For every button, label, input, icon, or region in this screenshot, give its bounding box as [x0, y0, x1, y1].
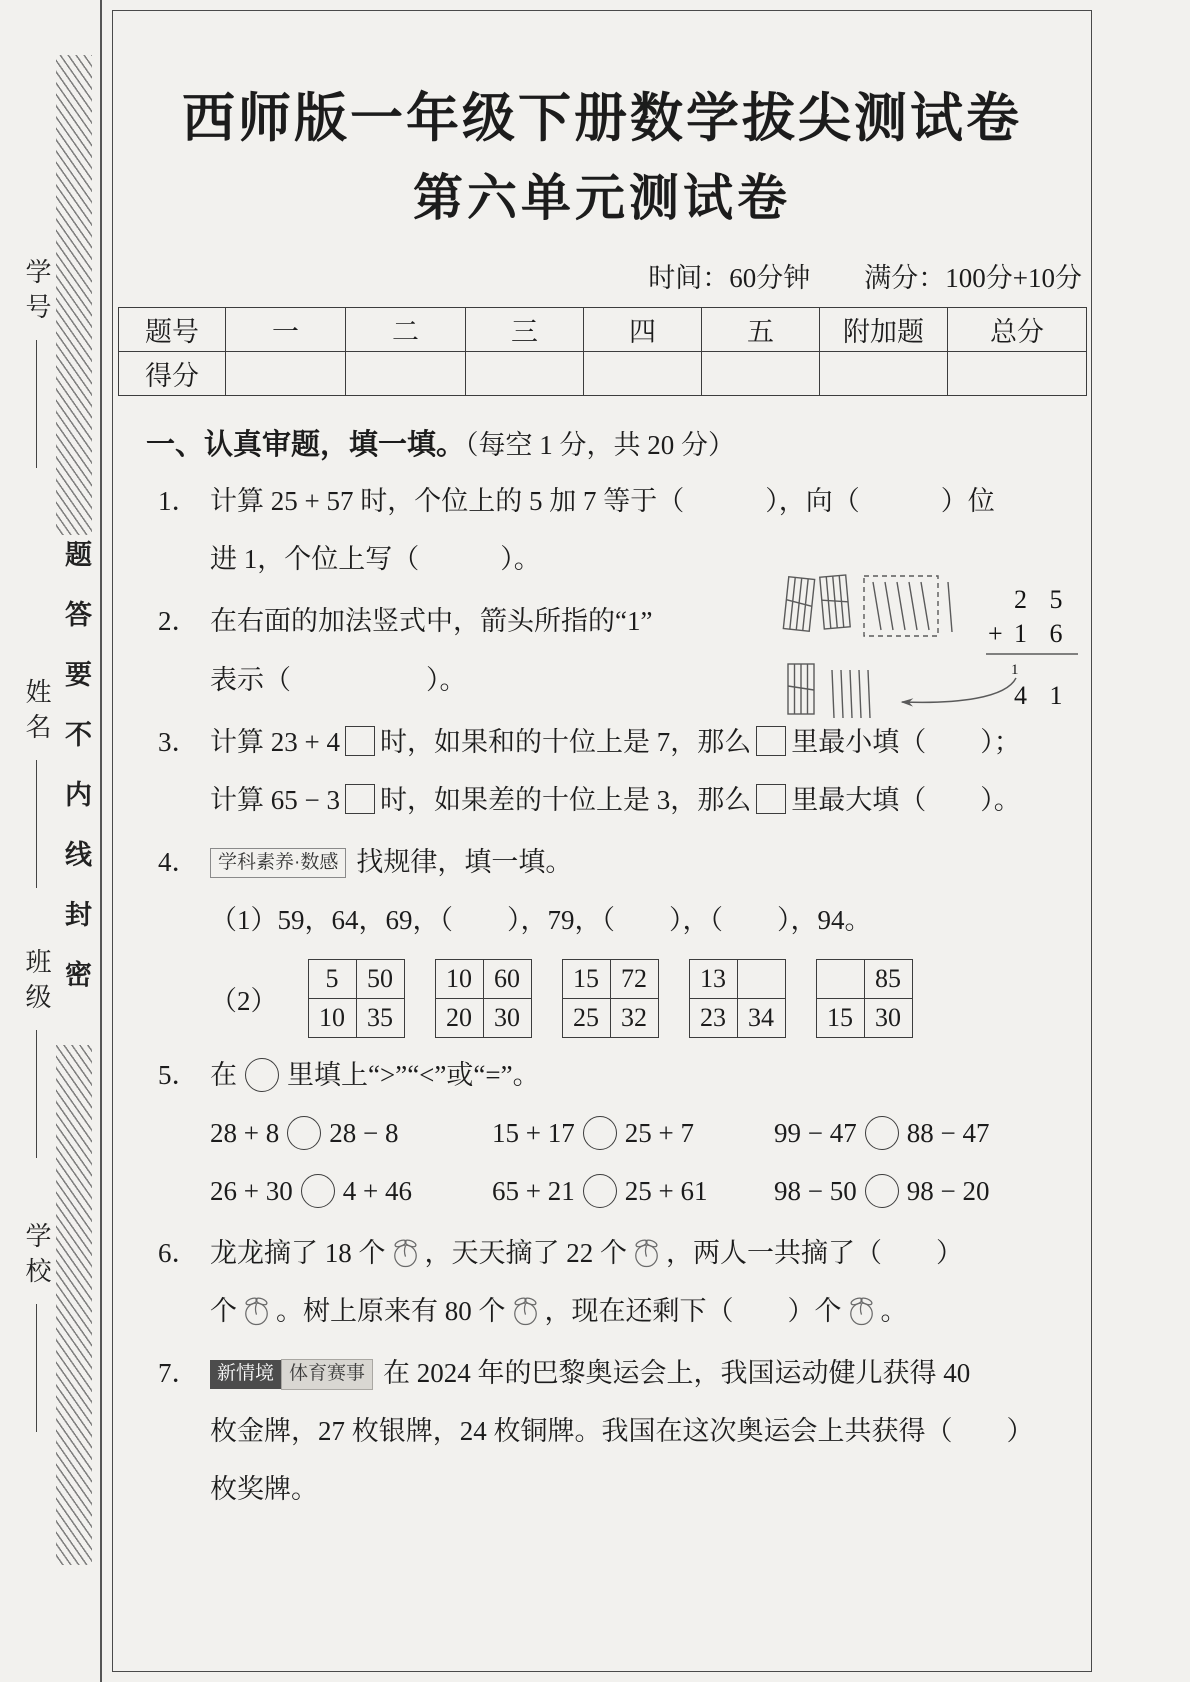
section-1-heading	[118, 422, 1086, 468]
q4-number: 4．	[158, 846, 199, 877]
q1-number: 1．	[158, 486, 199, 517]
q6-text: ，两人一共摘了（ ）	[666, 1237, 963, 1268]
grid-cell: 10	[308, 998, 356, 1037]
q7-number: 7．	[158, 1358, 199, 1388]
right-expression: 88 − 47	[906, 1117, 990, 1148]
grid-cell: 25	[562, 998, 610, 1037]
grid-cell	[737, 959, 785, 998]
student-id-blank-line	[36, 340, 38, 468]
q4-sub1: （1）59，64，69，（ ），79，（ ），（ ），94。	[210, 904, 872, 935]
left-expression: 15 + 17	[492, 1117, 575, 1148]
q2-number: 2．	[158, 606, 199, 637]
peach-icon	[240, 1294, 273, 1327]
stick-bundle-icon	[788, 664, 814, 714]
pattern-table	[435, 959, 532, 1038]
compare-circle	[245, 1058, 279, 1092]
section-1-title: 一、认真审题，填一填。	[146, 429, 466, 461]
student-name-label: 姓名	[22, 678, 51, 748]
grid-cell: 30	[483, 998, 531, 1037]
grid-cell: 85	[864, 959, 912, 998]
blank-box	[345, 784, 375, 814]
comparison	[492, 1162, 774, 1220]
q6-line1	[118, 1224, 1086, 1282]
score-header-cell: 三	[466, 308, 584, 352]
addend-2: 1 6	[1014, 619, 1071, 649]
paper-subtitle: 第六单元测试卷	[413, 170, 791, 226]
grid-cell: 15	[816, 998, 864, 1037]
score-cell-empty	[702, 352, 820, 396]
q1-line1	[118, 472, 1086, 530]
student-id-label: 学号	[22, 258, 51, 328]
grid-cell: 72	[610, 959, 658, 998]
blank-box	[345, 726, 375, 756]
grid-cell: 15	[562, 959, 610, 998]
sum-result: 4 1	[1014, 681, 1071, 711]
seal-line-text: 题答要不内线封密	[61, 540, 91, 1020]
q4-sub2	[118, 959, 1086, 1038]
comparison	[774, 1104, 1056, 1162]
compare-circle	[865, 1116, 899, 1150]
score-header-cell: 一	[226, 308, 346, 352]
q3-text: 里最小填（ ）；	[791, 726, 1021, 757]
sticks-figure	[774, 572, 1084, 724]
addend-1: 2 5	[1014, 585, 1071, 615]
q6-text: 龙龙摘了 18 个	[210, 1237, 386, 1268]
seal-border-line	[100, 0, 102, 1682]
q7-line3: 枚奖牌。	[210, 1474, 318, 1505]
q1-text: 计算 25 + 57 时，个位上的 5 加 7 等于（ ），向（ ）位	[210, 486, 995, 517]
peach-icon	[845, 1294, 878, 1327]
student-name-field	[18, 678, 55, 888]
class-label: 班级	[22, 948, 51, 1018]
q6-text: ，现在还剩下（ ）个	[544, 1295, 842, 1326]
q1-line2: 进 1，个位上写（ ）。	[210, 544, 541, 575]
right-expression: 98 − 20	[906, 1175, 990, 1206]
blank-box	[756, 726, 786, 756]
class-field	[18, 948, 55, 1158]
question-1	[118, 472, 1086, 588]
grid-cell: 20	[435, 998, 483, 1037]
right-expression: 25 + 7	[624, 1117, 694, 1148]
q5-number: 5．	[158, 1059, 199, 1090]
student-name-blank-line	[36, 760, 38, 888]
q6-text: 个	[210, 1295, 237, 1326]
peach-icon	[630, 1236, 663, 1269]
stick-bundle-icon	[820, 575, 850, 629]
compare-circle	[287, 1116, 321, 1150]
grid-cell: 60	[483, 959, 531, 998]
stick-bundle-icon	[783, 577, 814, 631]
arrow-to-carry	[902, 678, 1016, 702]
q5-row1	[118, 1104, 1086, 1162]
score-header-cell: 五	[702, 308, 820, 352]
q5-text: 里填上“>”“<”或“=”。	[287, 1059, 540, 1090]
q3-text: 时，如果和的十位上是 7，那么	[379, 726, 752, 757]
q3-line2	[118, 771, 1086, 829]
q3-text: 计算 23 + 4	[210, 726, 340, 757]
school-blank-line	[36, 1304, 38, 1432]
score-cell-empty	[820, 352, 948, 396]
compare-circle	[583, 1174, 617, 1208]
q3-text: 计算 65 − 3	[210, 784, 340, 815]
grid-cell: 50	[356, 959, 404, 998]
q6-number: 6．	[158, 1237, 199, 1268]
paper-title: 西师版一年级下册数学拔尖测试卷	[182, 90, 1022, 148]
left-expression: 28 + 8	[210, 1117, 280, 1148]
question-4	[118, 833, 1086, 1038]
q3-text: 里最大填（ ）。	[791, 784, 1021, 815]
score-header-cell: 二	[346, 308, 466, 352]
question-2	[118, 585, 1086, 711]
comparison	[492, 1104, 774, 1162]
seal-hatch-bottom	[56, 1045, 92, 1565]
section-1-note: （每空 1 分，共 20 分）	[465, 430, 736, 460]
q5-row2	[118, 1162, 1086, 1220]
right-expression: 4 + 46	[342, 1175, 412, 1206]
score-table-header-row	[119, 308, 1087, 352]
student-id-field	[18, 258, 55, 468]
compare-circle	[301, 1174, 335, 1208]
context-badge-light: 体育赛事	[281, 1359, 373, 1390]
comparison	[210, 1162, 492, 1220]
school-label: 学校	[22, 1222, 51, 1292]
grid-cell: 34	[737, 998, 785, 1037]
pattern-table	[816, 959, 913, 1038]
q4-intro	[118, 833, 1086, 891]
score-row-label: 得分	[119, 352, 226, 396]
competency-badge: 学科素养·数感	[210, 848, 346, 879]
grid-cell: 5	[308, 959, 356, 998]
q4-text: 找规律，填一填。	[356, 846, 573, 877]
class-blank-line	[36, 1030, 38, 1158]
score-cell-empty	[346, 352, 466, 396]
pattern-table	[562, 959, 659, 1038]
comparison	[210, 1104, 492, 1162]
grid-cell: 13	[689, 959, 737, 998]
grid-cell: 30	[864, 998, 912, 1037]
question-3	[118, 713, 1086, 829]
sticks-and-addition-figure	[774, 572, 1084, 724]
blank-box	[756, 784, 786, 814]
left-expression: 99 − 47	[774, 1117, 857, 1148]
left-expression: 26 + 30	[210, 1175, 293, 1206]
q6-text: 。树上原来有 80 个	[276, 1295, 506, 1326]
carry-digit: 1	[1011, 662, 1019, 679]
score-header-cell: 四	[584, 308, 702, 352]
q6-text: 。	[880, 1295, 908, 1326]
score-cell-empty	[466, 352, 584, 396]
score-header-cell: 总分	[948, 308, 1087, 352]
q5-text: 在	[210, 1059, 237, 1090]
score-cell-empty	[584, 352, 702, 396]
plus-sign: +	[988, 619, 1011, 649]
grid-cell: 32	[610, 998, 658, 1037]
q3-number: 3．	[158, 726, 199, 757]
score-table	[118, 307, 1087, 396]
left-expression: 65 + 21	[492, 1175, 575, 1206]
grid-cell	[816, 959, 864, 998]
q7-line2: 枚金牌，27 枚银牌，24 枚铜牌。我国在这次奥运会上共获得（ ）	[210, 1416, 1034, 1447]
left-expression: 98 − 50	[774, 1175, 857, 1206]
compare-circle	[865, 1174, 899, 1208]
comparison	[774, 1162, 1056, 1220]
q5-intro	[118, 1046, 1086, 1104]
time-info: 时间：60分钟 满分：100分+10分	[648, 263, 1082, 293]
q7-text: 在 2024 年的巴黎奥运会上，我国运动健儿获得 40	[383, 1358, 971, 1388]
score-cell-empty	[226, 352, 346, 396]
q7-line1	[118, 1344, 1086, 1402]
seal-hatch-top	[56, 55, 92, 535]
grid-cell: 35	[356, 998, 404, 1037]
score-header-cell: 题号	[119, 308, 226, 352]
q2-text: 在右面的加法竖式中，箭头所指的“1”	[210, 606, 653, 637]
right-expression: 28 − 8	[329, 1117, 399, 1148]
question-7	[118, 1344, 1086, 1518]
right-expression: 25 + 61	[624, 1175, 708, 1206]
paper-content	[112, 10, 1092, 1672]
compare-circle	[583, 1116, 617, 1150]
question-5	[118, 1046, 1086, 1220]
score-header-cell: 附加题	[820, 308, 948, 352]
score-table-score-row	[119, 352, 1087, 396]
q6-text: ，天天摘了 22 个	[424, 1237, 627, 1268]
question-6	[118, 1224, 1086, 1340]
school-field	[18, 1222, 55, 1432]
context-badge-dark: 新情境	[210, 1360, 281, 1389]
pattern-table	[689, 959, 786, 1038]
grid-cell: 10	[435, 959, 483, 998]
q4-sub2-label: （2）	[210, 985, 278, 1016]
q2-line2: 表示（ ）。	[210, 664, 467, 695]
peach-icon	[509, 1294, 542, 1327]
q6-line2	[118, 1282, 1086, 1340]
peach-icon	[389, 1236, 422, 1269]
grid-cell: 23	[689, 998, 737, 1037]
score-cell-empty	[948, 352, 1087, 396]
q3-text: 时，如果差的十位上是 3，那么	[379, 784, 752, 815]
pattern-table	[308, 959, 405, 1038]
